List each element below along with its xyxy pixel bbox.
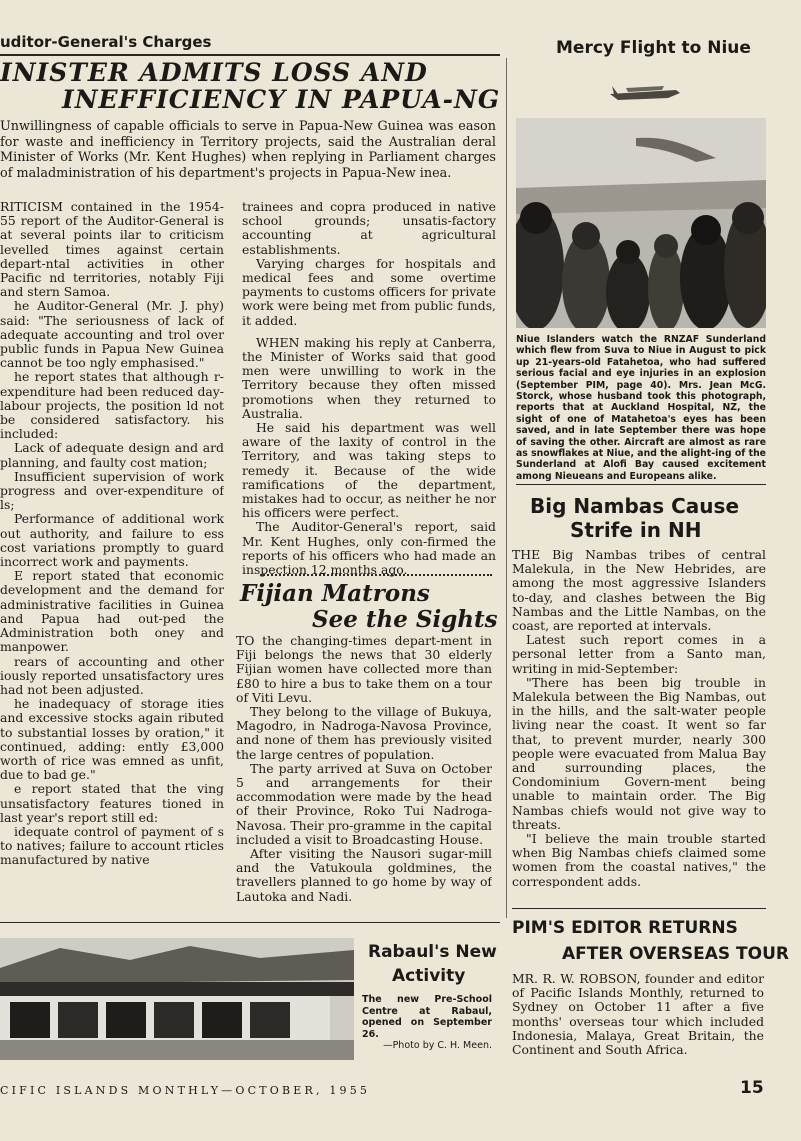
big-nambas-title-line2: Strife in NH	[570, 518, 702, 542]
rabaul-centre-photo	[0, 938, 354, 1060]
bottom-section-rule-right	[512, 908, 766, 909]
paragraph: Varying charges for hospitals and medical fees and some overtime payments to customs officers for private work were being met from public funds, it added.	[242, 255, 496, 328]
paragraph: "There has been big trouble in Malekula between the Big Nambas, out in the hills, and the salt-water people living near the coast. It went so far that, to prevent murder, nearly 300 people were evacuated from Malua Bay and surrounding places, the Condominium Govern-ment being unable to maintain order. The Big Nambas chiefs would not give way to threats.	[512, 674, 766, 832]
section-header-left: uditor-General's Charges	[0, 33, 212, 51]
paragraph: TO the changing-times depart-ment in Fiji belongs the news that 30 elderly Fijian women have collected more than £80 to hire a bus to take them on a tour of Viti Levu.	[236, 634, 492, 705]
paragraph: rears of accounting and other iously reported unsatisfactory ures had not been adjusted.	[0, 653, 224, 697]
main-article-column-2	[242, 200, 496, 577]
paragraph: The Auditor-General's report, said Mr. Kent Hughes, only con-firmed the reports of his officers who had made an inspection 12 months ago.	[242, 519, 496, 578]
paragraph: E report stated that economic development and the demand for administrative facilities in Guinea and Papua had out-ped the Administration both oney and manpower.	[0, 568, 224, 655]
section-divider	[260, 574, 492, 576]
fijian-article-body	[236, 634, 492, 916]
paragraph: Insufficient supervision of work progress and over-expenditure of ls;	[0, 468, 224, 513]
paragraph: "I believe the main trouble started when Big Nambas chiefs claimed some women from the coastal natives," the correspondent adds.	[512, 831, 766, 888]
big-nambas-body	[512, 548, 766, 888]
paragraph: RITICISM contained in the 1954-55 report of the Auditor-General is at several points ilar to criticism levelled times against certain depart-ntal activities in other Pacific nd territories, notably Fiji and stern Samoa.	[0, 200, 224, 300]
paragraph: WHEN making his reply at Canberra, the Minister of Works said that good men were unwilling to work in the Territory because they often missed promotions when they returned to Australia.	[242, 334, 496, 421]
paragraph: trainees and copra produced in native school grounds; unsatis-factory accounting at agricultural establishments.	[242, 199, 496, 257]
section-header-right: Mercy Flight to Niue	[556, 38, 751, 58]
paragraph: Latest such report comes in a personal letter from a Santo man, writing in mid-September:	[512, 632, 766, 676]
column-rule	[506, 58, 507, 918]
rabaul-caption: The new Pre-School Centre at Rabaul, opened on September 26.	[362, 994, 492, 1040]
page-number: 15	[740, 1078, 764, 1098]
paragraph: They belong to the village of Bukuya, Magodro, in Nadroga-Navosa Province, and none of them has previously visited the large centres of population.	[236, 704, 492, 762]
rabaul-title-line1: Rabaul's New	[368, 942, 497, 962]
big-nambas-title-line1: Big Nambas Cause	[530, 494, 740, 518]
paragraph: he report states that although r-expenditure had been reduced day-labour projects, the position ld not be considered satisfactory. his included:	[0, 369, 224, 442]
main-headline-line1: INISTER ADMITS LOSS AND	[0, 58, 428, 87]
niue-islanders-photo	[516, 118, 766, 328]
paragraph: THE Big Nambas tribes of central Malekula, in the New Hebrides, are among the most aggressive Islanders to-day, and clashes between the Big Nambas and the Little Nambas, on the coast, are reported at intervals.	[512, 548, 766, 634]
section-rule	[516, 484, 766, 485]
bottom-section-rule	[0, 922, 500, 923]
flying-boat-icon	[606, 76, 682, 108]
fijian-title-line1: Fijian Matrons	[240, 580, 430, 607]
paragraph: he Auditor-General (Mr. J. phy) said: "The seriousness of lack of adequate accounting and trol over public funds in Papua New Guinea cannot be too ngly emphasised."	[0, 298, 224, 371]
header-rule-left	[0, 54, 500, 56]
paragraph: idequate control of payment of s to natives; failure to account rticles manufactured by native	[0, 823, 224, 868]
building-photo-image	[0, 938, 354, 1060]
paragraph: Performance of additional work out authority, and failure to ess cost variations promptly to guard incorrect work and payments.	[0, 511, 224, 570]
editor-article-body: MR. R. W. ROBSON, founder and editor of Pacific Islands Monthly, returned to Sydney on October 11 after a five months' overseas tour which included Indonesia, Malaya, Great Britain, the Continent and South Africa.	[512, 971, 764, 1058]
main-headline-line2: INEFFICIENCY IN PAPUA-NG	[62, 85, 501, 114]
rabaul-title-line2: Activity	[392, 966, 466, 986]
main-article-intro: Unwillingness of capable officials to serve in Papua-New Guinea was eason for waste and inefficiency in Territory projects, said the Australian deral Minister of Works (Mr. Kent Hughes) when replying in Parliament charges of maladministration of his department's projects in Papua-New inea.	[0, 119, 496, 181]
fijian-title-line2: See the Sights	[312, 606, 498, 633]
crowd-photo-image	[516, 118, 766, 328]
paragraph: e report stated that the ving unsatisfactory features tioned in last year's report still ed:	[0, 781, 224, 825]
paragraph: The party arrived at Suva on October 5 and arrangements for their accommodation were made by the head of their Province, Roko Tui Nadroga-Navosa. Their pro-gramme in the capital included a visit to Broadcasting House.	[236, 760, 492, 847]
paragraph: he inadequacy of storage ities and excessive stocks again ributed to substantial losses by oration," it continued, adding: ently £3,000 worth of rice was emned as unfit, due to bad ge."	[0, 696, 224, 783]
paragraph: Lack of adequate design and ard planning, and faulty cost mation;	[0, 440, 224, 470]
paragraph: He said his department was well aware of the laxity of control in the Territory, and was taking steps to remedy it. Because of the wide ramifications of the department, mistakes had to occur, as neither he nor his officers were perfect.	[242, 420, 496, 521]
aircraft-sketch	[606, 76, 682, 108]
paragraph: After visiting the Nausori sugar-mill and the Vatukoula goldmines, the travellers planned to go home by way of Lautoka and Nadi.	[236, 846, 492, 904]
photo-credit: —Photo by C. H. Meen.	[383, 1040, 492, 1051]
editor-title-line1: PIM'S EDITOR RETURNS	[512, 918, 738, 938]
main-article-column-1	[0, 200, 224, 918]
editor-title-line2: AFTER OVERSEAS TOUR	[562, 944, 789, 964]
mercy-flight-caption: Niue Islanders watch the RNZAF Sunderland which flew from Suva to Niue in August to pick up 21-years-old Fatahetoa, who had suffered serious facial and eye injuries in an explosion (September PIM, page 40). Mrs. Jean McG. Storck, whose husband took this photograph, reports that at Auckland Hospital, NZ, the sight of one of Matahetoa's eyes has been saved, and in late September there was hope of saving the other. Aircraft are almost as rare as snowflakes at Niue, and the alight-ing of the Sunderland at Alofi Bay caused excitement among Nieueans and Europeans alike.	[516, 334, 766, 482]
footer-magazine-title: CIFIC ISLANDS MONTHLY—OCTOBER, 1955	[0, 1084, 371, 1097]
